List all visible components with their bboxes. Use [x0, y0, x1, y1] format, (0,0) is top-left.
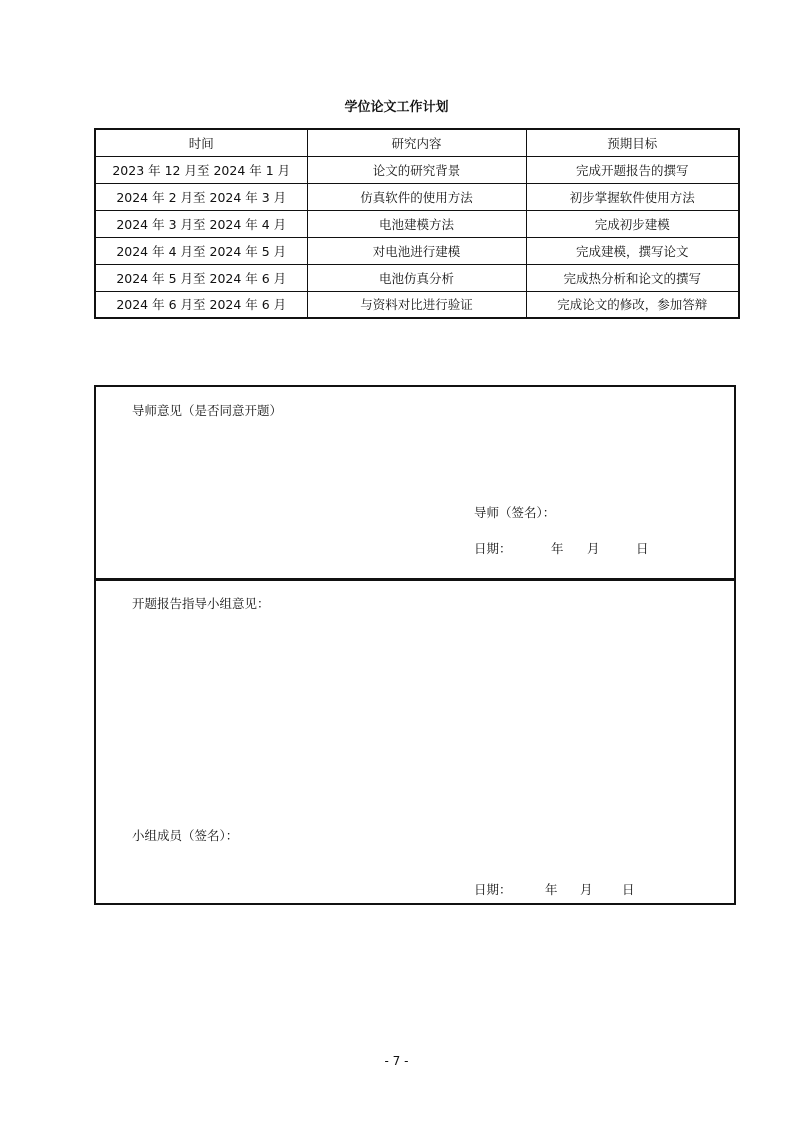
cell-time: 2024 年 3 月至 2024 年 4 月 — [95, 210, 307, 237]
advisor-date-month: 月 — [587, 541, 600, 556]
cell-content: 与资料对比进行验证 — [307, 291, 526, 318]
cell-content: 仿真软件的使用方法 — [307, 183, 526, 210]
group-date-month: 月 — [580, 882, 593, 897]
page-number: - 7 - — [384, 1054, 409, 1068]
table-row — [95, 210, 739, 237]
cell-time: 2024 年 6 月至 2024 年 6 月 — [95, 291, 307, 318]
cell-goal: 完成开题报告的撰写 — [526, 156, 739, 183]
header-content: 研究内容 — [307, 129, 526, 156]
table-row — [95, 183, 739, 210]
work-plan-table — [94, 128, 740, 319]
cell-content: 论文的研究背景 — [307, 156, 526, 183]
cell-time: 2023 年 12 月至 2024 年 1 月 — [95, 156, 307, 183]
group-date-label: 日期： — [474, 882, 512, 897]
advisor-opinion-label: 导师意见（是否同意开题） — [132, 403, 283, 418]
cell-content: 电池建模方法 — [307, 210, 526, 237]
group-date-year: 年 — [545, 882, 558, 897]
table-header-row — [95, 129, 739, 156]
table-row — [95, 156, 739, 183]
cell-goal: 完成初步建模 — [526, 210, 739, 237]
cell-time: 2024 年 4 月至 2024 年 5 月 — [95, 237, 307, 264]
group-opinion-label: 开题报告指导小组意见： — [132, 596, 270, 611]
advisor-date-label: 日期： — [474, 541, 512, 556]
group-opinion-box — [94, 578, 736, 905]
cell-time: 2024 年 5 月至 2024 年 6 月 — [95, 264, 307, 291]
table-row — [95, 291, 739, 318]
advisor-date-day: 日 — [636, 541, 649, 556]
cell-goal: 初步掌握软件使用方法 — [526, 183, 739, 210]
header-time: 时间 — [95, 129, 307, 156]
advisor-opinion-box — [94, 385, 736, 581]
cell-content: 对电池进行建模 — [307, 237, 526, 264]
header-goal: 预期目标 — [526, 129, 739, 156]
cell-content: 电池仿真分析 — [307, 264, 526, 291]
cell-goal: 完成建模，撰写论文 — [526, 237, 739, 264]
group-date-day: 日 — [622, 882, 635, 897]
table-row — [95, 237, 739, 264]
cell-goal: 完成热分析和论文的撰写 — [526, 264, 739, 291]
page-title: 学位论文工作计划 — [344, 100, 449, 115]
group-members-label: 小组成员（签名）： — [132, 828, 239, 843]
cell-goal: 完成论文的修改，参加答辩 — [526, 291, 739, 318]
advisor-date-year: 年 — [551, 541, 564, 556]
table-row — [95, 264, 739, 291]
advisor-signature-label: 导师（签名）： — [474, 505, 556, 520]
cell-time: 2024 年 2 月至 2024 年 3 月 — [95, 183, 307, 210]
